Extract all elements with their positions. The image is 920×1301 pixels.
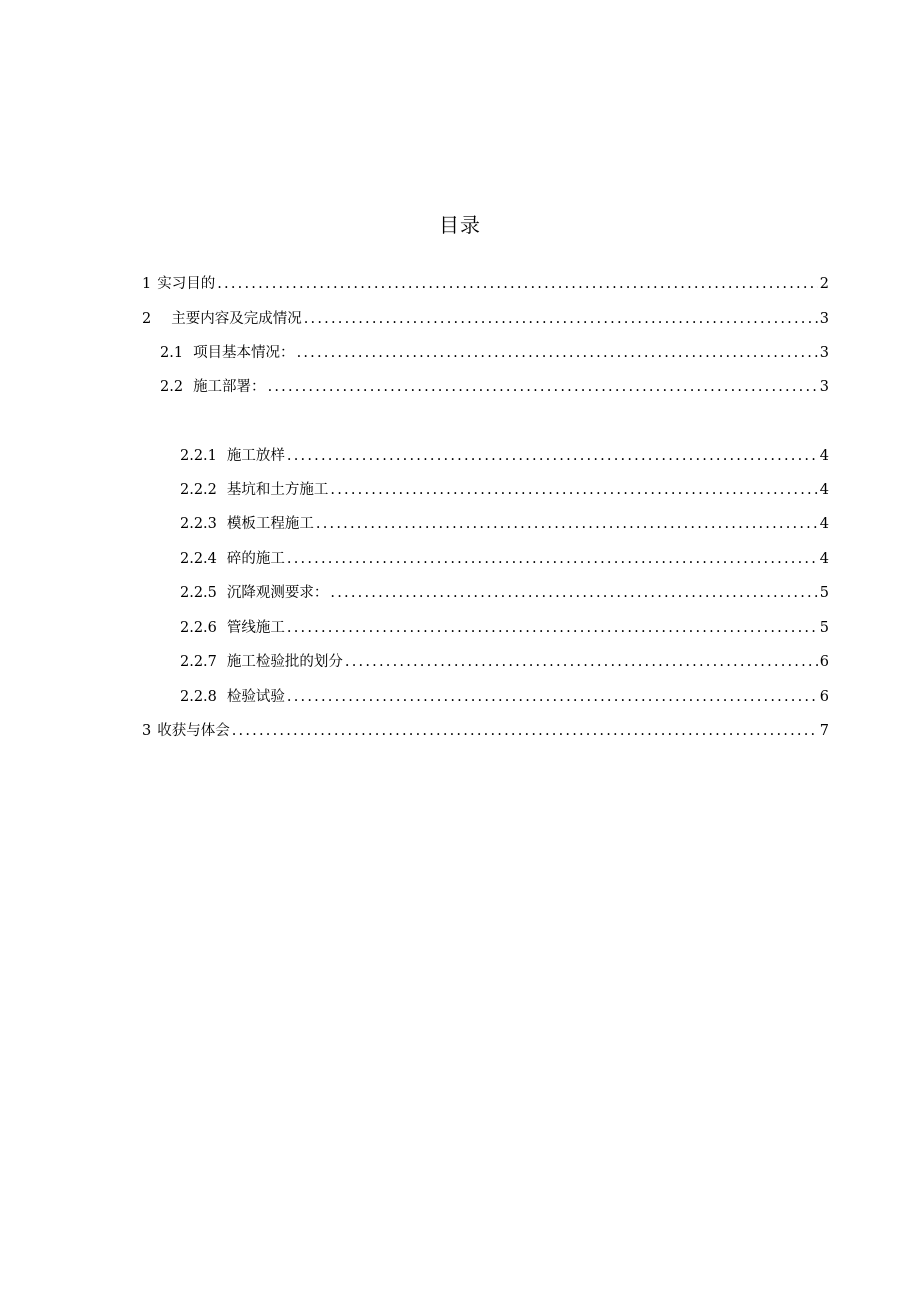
toc-entry-text: 主要内容及完成情况 — [171, 311, 302, 327]
toc-entry-number: 2.2.8 — [180, 689, 217, 705]
toc-entry[interactable] — [160, 343, 829, 363]
toc-entry-number: 2.2.2 — [180, 482, 217, 498]
toc-dot-leader — [330, 583, 817, 603]
toc-entry-page: 5 — [819, 620, 829, 636]
toc-entry[interactable] — [180, 652, 829, 672]
toc-entry-page: 6 — [819, 689, 829, 705]
toc-dot-leader — [287, 549, 818, 569]
toc-entry-text: 施工放样 — [226, 448, 285, 464]
toc-dot-leader — [304, 309, 818, 329]
toc-dot-leader — [268, 377, 818, 397]
toc-entry-page: 7 — [819, 723, 829, 739]
toc-entry[interactable] — [142, 721, 829, 741]
toc-entry-page: 2 — [819, 276, 829, 292]
toc-entry-text: 碎的施工 — [226, 551, 285, 567]
toc-entry-text: 模板工程施工 — [226, 516, 314, 532]
toc-entry-text: 收获与体会 — [157, 723, 230, 739]
toc-dot-leader — [287, 618, 818, 638]
toc-entry-number: 2.2 — [160, 379, 184, 395]
toc-entry-page: 4 — [819, 448, 829, 464]
toc-entry-page: 4 — [819, 516, 829, 532]
toc-entry-number: 2.2.7 — [180, 654, 217, 670]
toc-dot-leader — [297, 343, 818, 363]
toc-dot-leader — [287, 446, 818, 466]
toc-entry-page: 3 — [819, 311, 829, 327]
toc-entry-number: 2.2.3 — [180, 516, 217, 532]
toc-entry[interactable] — [180, 514, 829, 534]
toc-entry-number: 2.2.5 — [180, 585, 217, 601]
toc-dot-leader — [330, 480, 817, 500]
toc-entry-text: 施工部署： — [193, 379, 266, 395]
toc-entry-page: 4 — [819, 551, 829, 567]
toc-entry-text: 基坑和土方施工 — [226, 482, 329, 498]
toc-entry[interactable] — [180, 687, 829, 707]
toc-entry[interactable] — [142, 274, 829, 294]
toc-title: 目录 — [439, 213, 481, 237]
toc-entry-number: 2.2.6 — [180, 620, 217, 636]
toc-dot-leader — [217, 274, 818, 294]
toc-entry[interactable] — [180, 583, 829, 603]
toc-entry-number: 2 — [142, 311, 152, 327]
toc-entry-page: 5 — [819, 585, 829, 601]
toc-entry-page: 4 — [819, 482, 829, 498]
toc-entry-text: 沉降观测要求： — [226, 585, 329, 601]
toc-dot-leader — [287, 687, 818, 707]
toc-dot-leader — [345, 652, 818, 672]
toc-entry-text: 检验试验 — [226, 689, 285, 705]
toc-entry-number: 2.2.1 — [180, 448, 217, 464]
toc-entry-text: 管线施工 — [226, 620, 285, 636]
toc-entry-number: 1 — [142, 276, 152, 292]
toc-entry-number: 2.1 — [160, 345, 184, 361]
toc-entry-text: 实习目的 — [157, 276, 216, 292]
toc-dot-leader — [316, 514, 818, 534]
toc-entry-text: 施工检验批的划分 — [226, 654, 343, 670]
toc-entry-text: 项目基本情况： — [193, 345, 295, 361]
toc-entry-number: 3 — [142, 723, 152, 739]
toc-dot-leader — [232, 721, 818, 741]
toc-entry[interactable] — [160, 377, 829, 397]
toc-entry-number: 2.2.4 — [180, 551, 217, 567]
toc-entry[interactable] — [180, 549, 829, 569]
toc-entry[interactable] — [142, 309, 829, 329]
toc-entry-page: 3 — [819, 379, 829, 395]
toc-entry[interactable] — [180, 446, 829, 466]
toc-entry[interactable] — [180, 618, 829, 638]
toc-entry-page: 3 — [819, 345, 829, 361]
toc-entry[interactable] — [180, 480, 829, 500]
toc-entry-page: 6 — [819, 654, 829, 670]
